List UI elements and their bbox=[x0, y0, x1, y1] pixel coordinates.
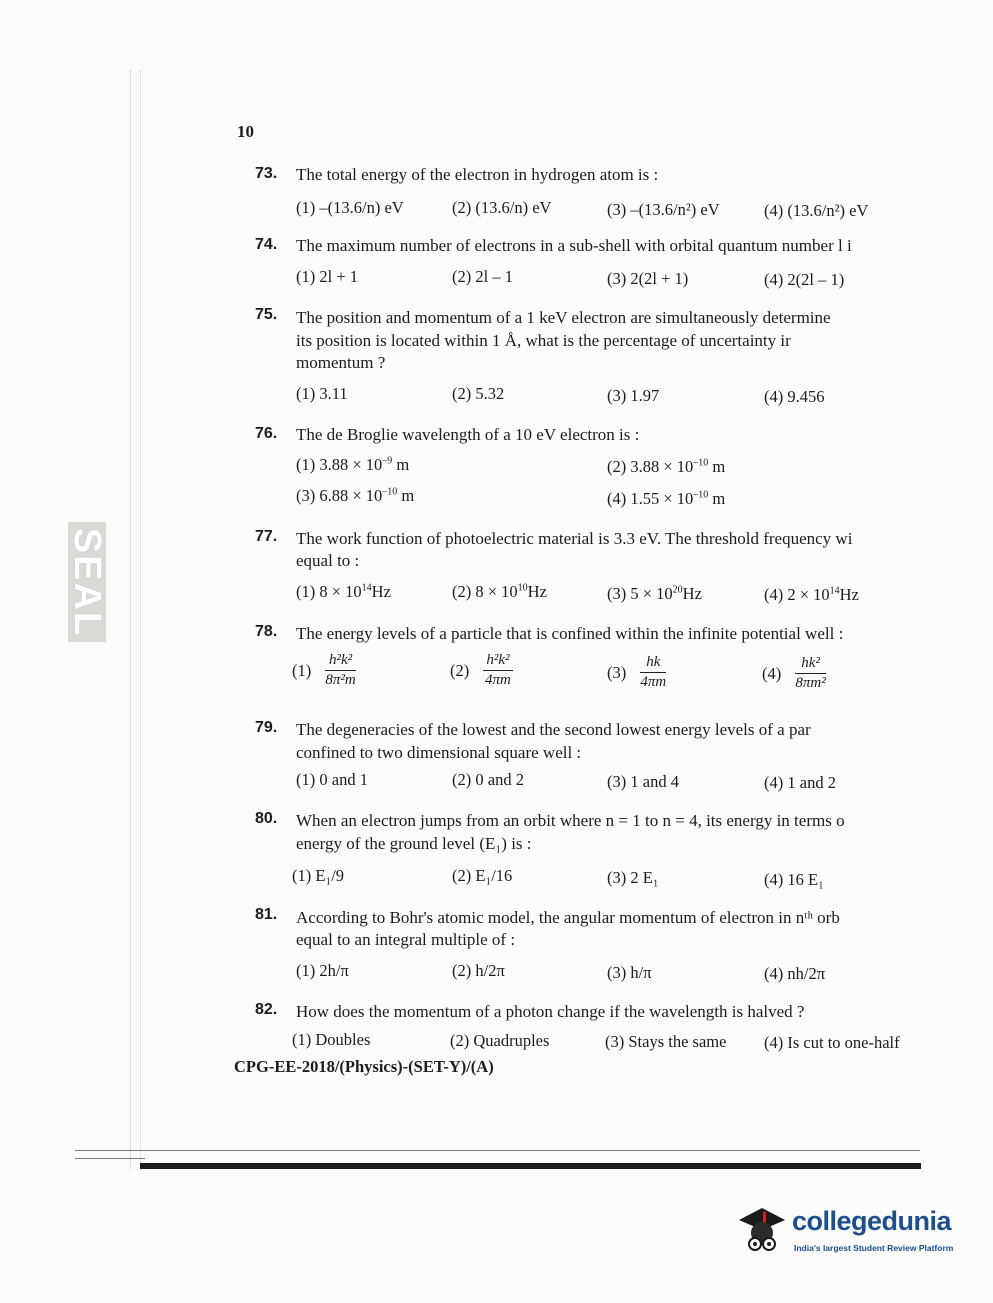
option-3: (3) 1 and 4 bbox=[607, 772, 679, 791]
option-4: (4) (13.6/n²) eV bbox=[764, 201, 869, 220]
option-4: (4) $\frac{\text{hk²}}{\text{8πm²}}$ bbox=[762, 655, 826, 691]
option-3: (3) –(13.6/n²) eV bbox=[607, 200, 720, 219]
question-number: 77. bbox=[255, 528, 278, 545]
question-text: How does the momentum of a photon change if the wavelength is halved ? bbox=[296, 1002, 805, 1021]
option-2: (2) h/2π bbox=[452, 961, 505, 980]
divider bbox=[75, 1150, 920, 1151]
option-1: (1) $3.88 \times 10^{-9}$ m bbox=[296, 455, 410, 474]
option-4: (4) 2(2l – 1) bbox=[764, 270, 845, 289]
paper-code: CPG-EE-2018/(Physics)-(SET-Y)/(A) bbox=[234, 1057, 494, 1076]
option-4: (4) $2 \times 10^{14}Hz$ bbox=[764, 585, 859, 604]
question-text: The work function of photoelectric material is 3.3 eV. The threshold frequency wi bbox=[296, 529, 853, 548]
option-2: (2) $8 \times 10^{10}Hz$ bbox=[452, 582, 547, 601]
option-3: (3) 2(2l + 1) bbox=[607, 269, 689, 288]
question-text: confined to two dimensional square well : bbox=[296, 743, 582, 762]
option-2: (2) E₁/16 bbox=[452, 866, 513, 885]
option-3: (3) h/π bbox=[607, 963, 652, 982]
option-1: (1) 2l + 1 bbox=[296, 267, 359, 286]
option-2: (2) Quadruples bbox=[450, 1031, 550, 1050]
option-2: (2) 5.32 bbox=[452, 384, 505, 403]
option-2: (2) 2l – 1 bbox=[452, 267, 513, 286]
option-1: (1) 3.11 bbox=[296, 384, 348, 403]
question-text: The position and momentum of a 1 keV electron are simultaneously determine bbox=[296, 308, 831, 327]
option-1: (1) E₁/9 bbox=[292, 866, 345, 885]
student-mascot-icon bbox=[735, 1202, 789, 1256]
brand-tagline: India's largest Student Review Platform bbox=[794, 1243, 954, 1253]
question-number: 81. bbox=[255, 906, 278, 923]
question-text: equal to an integral multiple of : bbox=[296, 930, 516, 949]
option-2: (2) (13.6/n) eV bbox=[452, 198, 552, 217]
fraction: $\frac{\text{h²k²}}{\text{8π²m}}$ bbox=[325, 652, 356, 688]
option-3: (3) $6.88 \times 10^{-10}$ m bbox=[296, 486, 415, 505]
brand-watermark bbox=[735, 1198, 965, 1268]
option-4: (4) 1 and 2 bbox=[764, 773, 836, 792]
option-1: (1) –(13.6/n) eV bbox=[296, 198, 404, 217]
seal-stamp: SEAL bbox=[68, 522, 106, 642]
binding-margin-line bbox=[130, 70, 131, 1170]
option-3: (3) 1.97 bbox=[607, 386, 660, 405]
fraction: $\frac{hk}{4\pi m}$ bbox=[640, 654, 667, 690]
option-1: (1) 0 and 1 bbox=[296, 770, 368, 789]
page-number: 10 bbox=[237, 122, 254, 141]
option-3: (3) Stays the same bbox=[605, 1032, 727, 1051]
fraction: $\frac{\text{h²k²}}{4\pi m}$ bbox=[485, 652, 511, 688]
question-number: 76. bbox=[255, 425, 278, 442]
option-1: (1) $\frac{\text{h²k²}}{\text{8π²m}}$ bbox=[292, 652, 356, 688]
option-1: (1) Doubles bbox=[292, 1030, 371, 1049]
option-1: (1) 2h/π bbox=[296, 961, 349, 980]
question-number: 73. bbox=[255, 165, 278, 182]
option-1: (1) $8 \times 10^{14}Hz$ bbox=[296, 582, 391, 601]
question-text: equal to : bbox=[296, 551, 360, 570]
question-number: 78. bbox=[255, 623, 278, 640]
option-4: (4) $1.55 \times 10^{-10}$ m bbox=[607, 489, 726, 508]
option-3: (3) $\frac{hk}{4\pi m}$ bbox=[607, 654, 667, 690]
divider bbox=[140, 1163, 921, 1169]
question-number: 74. bbox=[255, 236, 278, 253]
option-3: (3) $5 \times 10^{20}Hz$ bbox=[607, 584, 702, 603]
question-text: According to Bohr's atomic model, the angular momentum of electron in nᵗʰ orb bbox=[296, 908, 840, 927]
fraction: $\frac{\text{hk²}}{\text{8πm²}}$ bbox=[795, 655, 826, 691]
brand-name: collegedunia bbox=[792, 1206, 952, 1236]
question-text: The maximum number of electrons in a sub-shell with orbital quantum number l i bbox=[296, 236, 852, 255]
question-number: 80. bbox=[255, 810, 278, 827]
option-3: (3) 2 E₁ bbox=[607, 868, 659, 887]
question-text: momentum ? bbox=[296, 353, 386, 372]
question-text: When an electron jumps from an orbit where n = 1 to n = 4, its energy in terms o bbox=[296, 811, 845, 830]
question-text: The energy levels of a particle that is confined within the infinite potential well : bbox=[296, 624, 844, 643]
question-text: The total energy of the electron in hydrogen atom is : bbox=[296, 165, 659, 184]
binding-margin-line bbox=[140, 70, 141, 1170]
question-number: 79. bbox=[255, 719, 278, 736]
option-4: (4) 9.456 bbox=[764, 387, 825, 406]
question-text: energy of the ground level (E₁) is : bbox=[296, 834, 532, 853]
question-text: The degeneracies of the lowest and the second lowest energy levels of a par bbox=[296, 720, 811, 739]
question-text: its position is located within 1 Å, what is the percentage of uncertainty ir bbox=[296, 331, 791, 350]
question-text: The de Broglie wavelength of a 10 eV electron is : bbox=[296, 425, 640, 444]
option-4: (4) Is cut to one-half bbox=[764, 1033, 900, 1052]
option-2: (2) 0 and 2 bbox=[452, 770, 524, 789]
option-2: (2) $\frac{\text{h²k²}}{4\pi m}$ bbox=[450, 652, 511, 688]
divider bbox=[75, 1158, 145, 1159]
question-number: 75. bbox=[255, 306, 278, 323]
option-4: (4) nh/2π bbox=[764, 964, 826, 983]
option-2: (2) $3.88 \times 10^{-10}$ m bbox=[607, 457, 726, 476]
option-4: (4) 16 E₁ bbox=[764, 870, 824, 889]
question-number: 82. bbox=[255, 1001, 278, 1018]
